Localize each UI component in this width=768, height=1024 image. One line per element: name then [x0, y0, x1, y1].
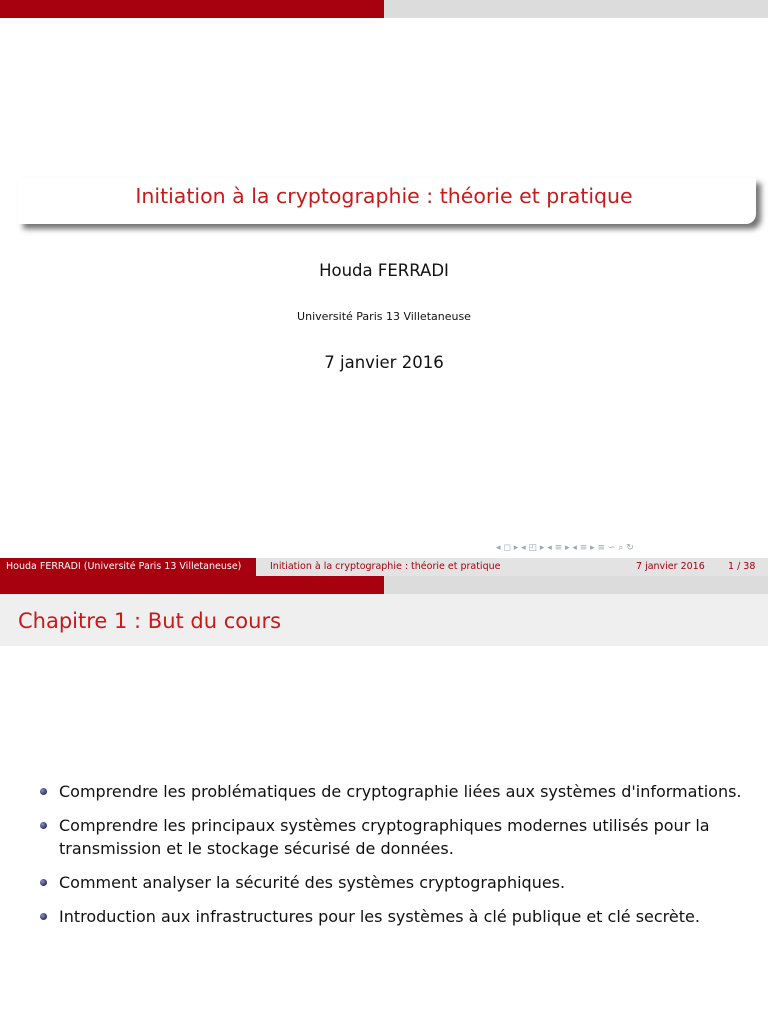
bullet-text: Comprendre les principaux systèmes cryptographiques modernes utilisés pour la transmission et le stockage sécurisé de données. — [59, 816, 710, 858]
author-name: Houda FERRADI — [319, 261, 449, 280]
slide-footer — [0, 558, 768, 576]
navigation-icons[interactable]: ◂ ◻ ▸ ◂ ◰ ▸ ◂ ≡ ▸ ◂ ≡ ▸ ≡ ∽ ⌕ ↻ — [496, 543, 634, 553]
header-bar-gray — [384, 0, 768, 18]
presentation-title: Initiation à la cryptographie : théorie et pratique — [135, 184, 633, 208]
bullet-text: Comment analyser la sécurité des systèmes cryptographiques. — [59, 873, 566, 892]
bullet-icon — [40, 788, 47, 795]
bullet-icon — [40, 822, 47, 829]
header-bar-red — [0, 576, 384, 594]
list-item — [40, 905, 760, 928]
bullet-icon — [40, 913, 47, 920]
presentation-date: 7 janvier 2016 — [324, 353, 444, 372]
list-item — [40, 814, 760, 860]
header-bar-gray — [384, 576, 768, 594]
header-bar-red — [0, 0, 384, 18]
footer-author-institute: Houda FERRADI (Université Paris 13 Villetaneuse) — [0, 558, 256, 576]
list-item — [40, 780, 760, 803]
beamer-navigation-symbols[interactable] — [496, 541, 764, 555]
bullet-text: Comprendre les problématiques de cryptographie liées aux systèmes d'informations. — [59, 782, 742, 801]
frame-title: Chapitre 1 : But du cours — [18, 609, 282, 633]
footer-page-number: 1 / 38 — [728, 561, 756, 572]
content-slide — [0, 576, 768, 1024]
bullet-icon — [40, 879, 47, 886]
institute-name: Université Paris 13 Villetaneuse — [297, 310, 471, 323]
list-item — [40, 871, 760, 894]
footer-short-title: Initiation à la cryptographie : théorie et pratique — [256, 558, 512, 576]
bullet-list — [40, 780, 760, 939]
footer-right-section — [512, 558, 768, 576]
bullet-text: Introduction aux infrastructures pour les systèmes à clé publique et clé secrète. — [59, 907, 700, 926]
footer-date: 7 janvier 2016 — [636, 561, 705, 572]
